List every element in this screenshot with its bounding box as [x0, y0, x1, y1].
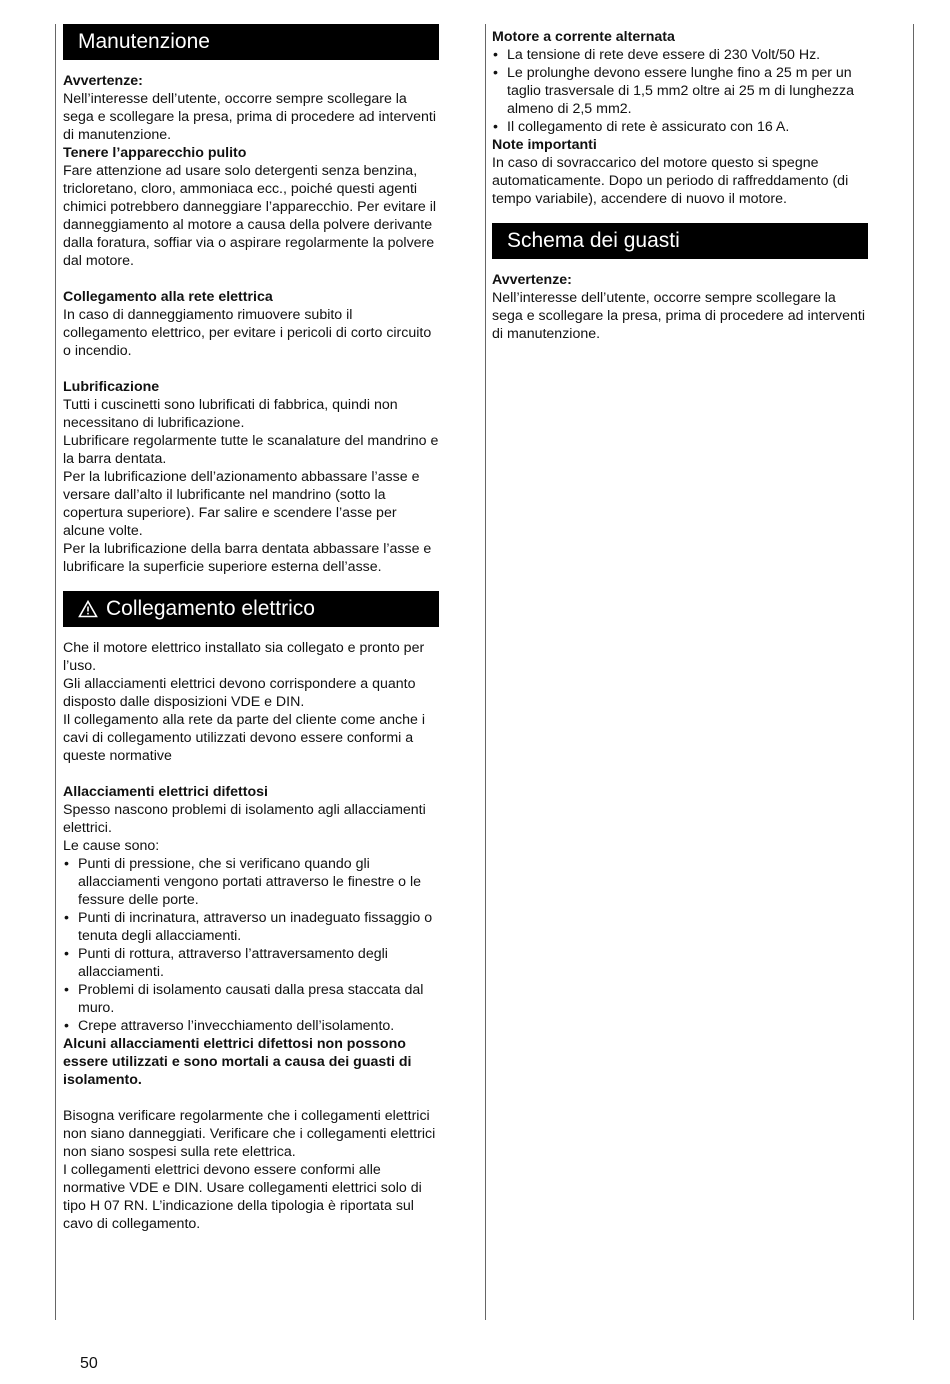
electrical-intro-1: Che il motore elettrico installato sia collegato e pronto per l’uso. [63, 640, 425, 674]
electrical-intro-2: Gli allacciamenti elettrici devono corrispondere a quanto disposto dalle disposizioni VDE e DIN. [63, 676, 416, 710]
faults-warning-text: Nell’interesse dell’utente, occorre sempre scollegare la sega e scollegare la presa, prima di procedere ad interventi di manutenzione. [492, 290, 866, 342]
list-item: • Problemi di isolamento causati dalla presa staccata dal muro. [63, 981, 439, 1017]
list-item: • Le prolunghe devono essere lunghe fino a 25 m per un taglio trasversale di 1,5 mm2 oltre ai 25 m di lunghezza almeno di 2,5 mm2. [492, 64, 868, 118]
list-item: • Punti di incrinatura, attraverso un inadeguato fissaggio o tenuta degli allacciamenti. [63, 909, 439, 945]
defects-text-1: Spesso nascono problemi di isolamento agli allacciamenti elettrici. [63, 802, 426, 836]
check-text-1: Bisogna verificare regolarmente che i collegamenti elettrici non siano danneggiati. Verificare che i collegamenti elettrici non siano sospesi sulla rete elettrica. [63, 1108, 436, 1160]
lube-text-2: Lubrificare regolarmente tutte le scanalature del mandrino e la barra dentata. [63, 433, 439, 467]
faults-warning-label: Avvertenze: [492, 272, 572, 288]
maintenance-title: Manutenzione [63, 24, 439, 60]
lube-heading: Lubrificazione [63, 379, 160, 395]
list-item: • Punti di rottura, attraverso l’attraversamento degli allacciamenti. [63, 945, 439, 981]
maintenance-warning-label: Avvertenze: [63, 73, 143, 89]
lube-text-4: Per la lubrificazione della barra dentata abbassare l’asse e lubrificare la superficie superiore esterna dell’asse. [63, 541, 432, 575]
clean-heading: Tenere l’apparecchio pulito [63, 145, 247, 161]
electrical-title-bar [63, 591, 439, 627]
notes-heading: Note importanti [492, 137, 597, 153]
maintenance-warning-text: Nell’interesse dell’utente, occorre sempre scollegare la sega e scollegare la presa, prima di procedere ad interventi di manutenzione. [63, 91, 437, 143]
right-border-rule [913, 24, 914, 1320]
mains-text: In caso di danneggiamento rimuovere subito il collegamento elettrico, per evitare i pericoli di corto circuito o incendio. [63, 307, 432, 359]
clean-text: Fare attenzione ad usare solo detergenti senza benzina, tricloretano, cloro, ammoniaca ecc., poiché questi agenti chimici potrebbero danneggiare l’apparecchio. Per evitare il danneggiamento al motore a causa della polvere derivante dalla foratura, soffiar via o aspirare regolarmente la polvere dal motore. [63, 163, 437, 269]
danger-text: Alcuni allacciamenti elettrici difettosi non possono essere utilizzati e sono mortali a causa dei guasti di isolamento. [63, 1036, 412, 1088]
lube-text-3: Per la lubrificazione dell’azionamento abbassare l’asse e versare dall’alto il lubrificante nel mandrino (sotto la copertura superiore). Far salire e scendere l’asse per alcune volte. [63, 469, 420, 539]
list-item: • La tensione di rete deve essere di 230 Volt/50 Hz. [492, 46, 868, 64]
ac-motor-list [492, 46, 868, 136]
left-border-rule [55, 24, 56, 1320]
mains-heading: Collegamento alla rete elettrica [63, 289, 273, 305]
defects-heading: Allacciamenti elettrici difettosi [63, 784, 268, 800]
column-divider-rule [485, 24, 486, 1320]
notes-text: In caso di sovraccarico del motore questo si spegne automaticamente. Dopo un periodo di raffreddamento (di tempo variabile), accendere di nuovo il motore. [492, 155, 849, 207]
defects-text-2: Le cause sono: [63, 838, 160, 854]
electrical-title: Collegamento elettrico [106, 597, 315, 620]
list-item: • Il collegamento di rete è assicurato con 16 A. [492, 118, 868, 136]
lube-text-1: Tutti i cuscinetti sono lubrificati di fabbrica, quindi non necessitano di lubrificazione. [63, 397, 398, 431]
causes-list [63, 855, 439, 1035]
warning-triangle-icon [78, 600, 98, 618]
check-text-2: I collegamenti elettrici devono essere conformi alle normative VDE e DIN. Usare collegamenti elettrici solo di tipo H 07 RN. L’indicazione della tipologia è riportata sul cavo di collegamento. [63, 1162, 422, 1232]
faults-title: Schema dei guasti [492, 223, 868, 259]
ac-motor-heading: Motore a corrente alternata [492, 29, 675, 45]
page-number: 50 [80, 1355, 98, 1372]
right-column [492, 24, 868, 343]
list-item: • Crepe attraverso l’invecchiamento dell’isolamento. [63, 1017, 439, 1035]
electrical-intro-3: Il collegamento alla rete da parte del cliente come anche i cavi di collegamento utilizzati devono essere conformi a queste normative [63, 712, 425, 764]
list-item: • Punti di pressione, che si verificano quando gli allacciamenti vengono portati attraverso le finestre o le fessure delle porte. [63, 855, 439, 909]
left-column [63, 24, 439, 1233]
